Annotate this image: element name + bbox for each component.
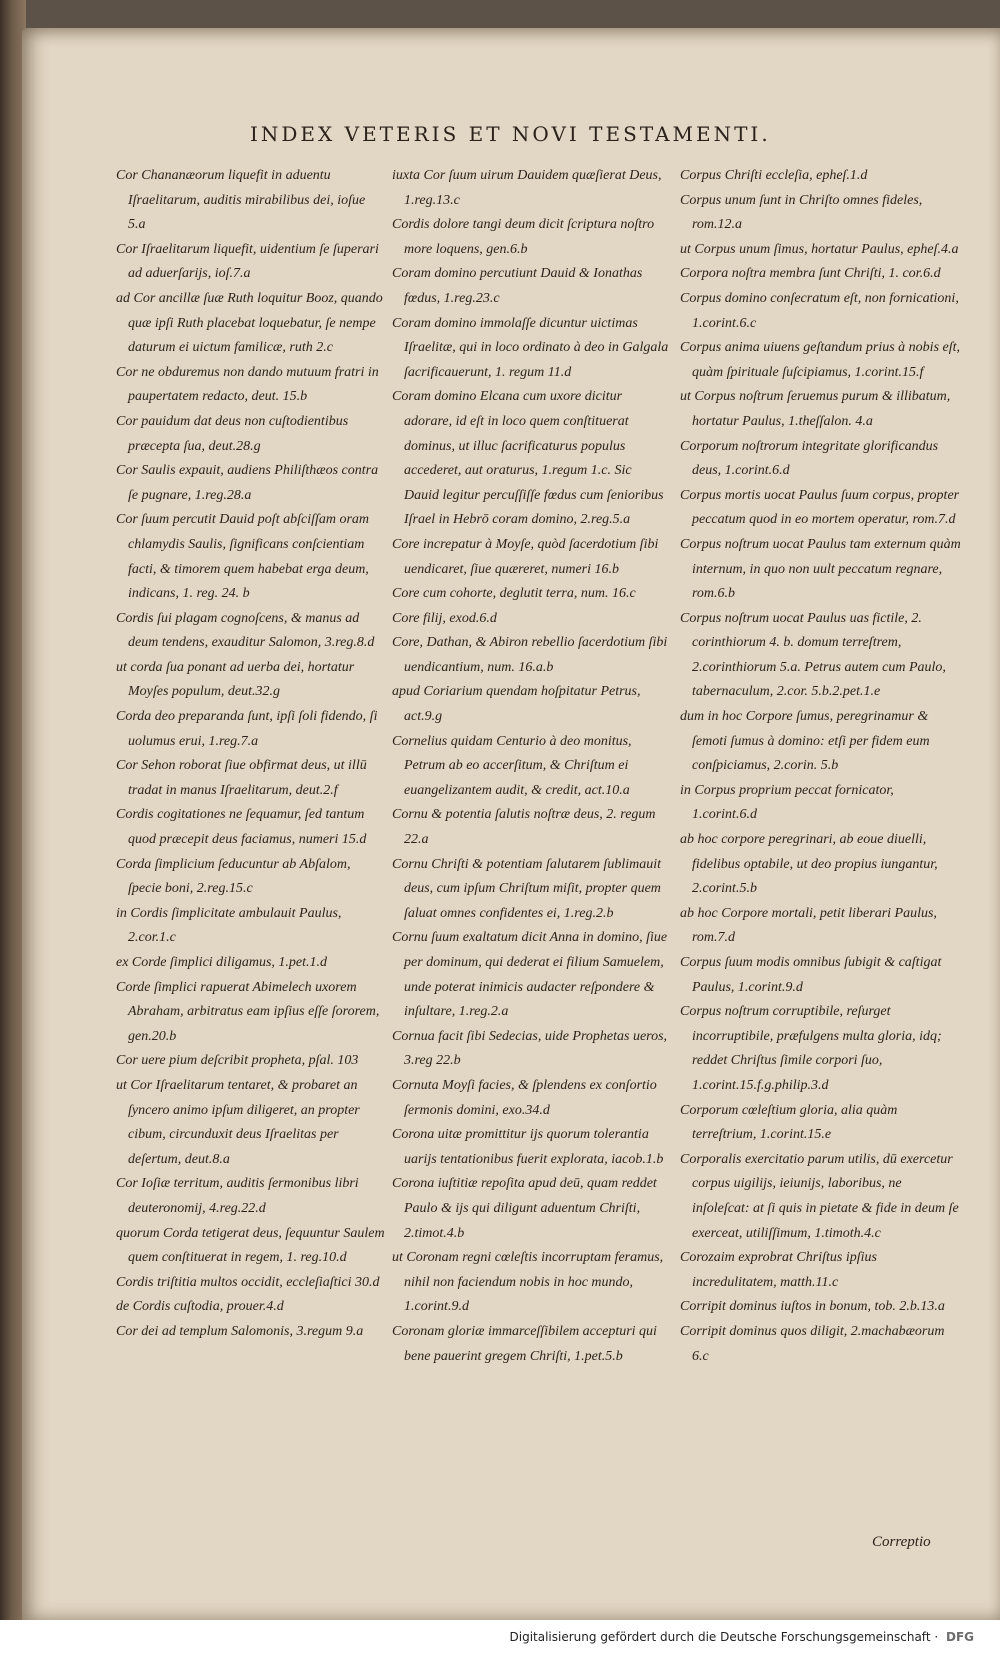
index-entry: Cor Iſraelitarum liquefit, uidentium ſe ſuperari ad aduerſarijs, ioſ.7.a xyxy=(116,241,379,282)
index-entry: Cornelius quidam Centurio à deo monitus, Petrum ab eo accerſitum, & Chriſtum ei euangelizantem audit, & credit, act.10.a xyxy=(392,733,632,798)
index-entry: Corporum noſtrorum integritate glorificandus deus, 1.corint.6.d xyxy=(680,438,939,479)
index-entry: Corpus unum ſunt in Chriſto omnes fideles, rom.12.a xyxy=(680,192,923,233)
footer-credit-text: Digitalisierung gefördert durch die Deutsche Forschungsgemeinschaft · xyxy=(509,1630,939,1644)
index-entry: Corpus noſtrum corruptibile, reſurget incorruptibile, præfulgens multa gloria, idq; reddet Chriſtus ſimile corpori ſuo, 1.corint.15.f.g.philip.3.d xyxy=(680,1004,942,1093)
index-entry: Core, Dathan, & Abiron rebellio ſacerdotium ſibi uendicantium, num. 16.a.b xyxy=(392,635,668,675)
index-entry: Cor Ioſiæ territum, auditis ſermonibus libri deuteronomij, 4.reg.22.d xyxy=(116,1176,359,1216)
index-entry: Corozaim exprobrat Chriſtus ipſius incredulitatem, matth.11.c xyxy=(680,1250,877,1290)
index-entry: Corona iuſtitiæ repoſita apud deū, quam reddet Paulo & ijs qui diligunt aduentum Chriſti, 2.timot.4.b xyxy=(392,1176,657,1241)
index-entry: Corpus ſuum modis omnibus ſubigit & caſtigat Paulus, 1.corint.9.d xyxy=(680,955,942,995)
index-entry: Corripit dominus iuſtos in bonum, tob. 2.b.13.a xyxy=(680,1299,945,1315)
index-entry: Cornu ſuum exaltatum dicit Anna in domino, ſiue per dominum, qui dederat ei filium Samuelem, unde poterat inimicis audacter reſpondere & inſultare, 1.reg.2.a xyxy=(392,930,668,1020)
index-column-3 xyxy=(680,164,962,1369)
index-entry: de Cordis cuſtodia, prouer.4.d xyxy=(116,1299,284,1315)
footer-credit xyxy=(510,1630,974,1644)
index-entry: Coram domino immolaſſe dicuntur uictimas Iſraelitæ, qui in loco ordinato à deo in Galgala ſacrificauerunt, 1. regum 11.d xyxy=(392,315,669,380)
index-entry: Corpus noſtrum uocat Paulus uas fictile, 2. corinthiorum 4. b. domum terreſtrem, 2.corinthiorum 5.a. Petrus autem cum Paulo, tabernaculum, 2.cor. 5.b.2.pet.1.e xyxy=(680,610,946,700)
index-entry: Corpus domino conſecratum eſt, non fornicationi, 1.corint.6.c xyxy=(680,290,959,331)
index-entry: Cor Chananæorum liquefit in aduentu Iſraelitarum, auditis mirabilibus dei, ioſue 5.a xyxy=(116,168,366,233)
index-entry: Corpus noſtrum uocat Paulus tam externum quàm internum, in quo non uult peccatum regnare, rom.6.b xyxy=(680,536,961,602)
index-entry: Cor Sehon roborat ſiue obfirmat deus, ut illū tradat in manus Iſraelitarum, deut.2.f xyxy=(116,758,367,798)
index-entry: Cordis dolore tangi deum dicit ſcriptura noſtro more loquens, gen.6.b xyxy=(392,217,655,257)
index-entry: iuxta Cor ſuum uirum Dauidem quæſierat Deus, 1.reg.13.c xyxy=(392,168,662,208)
index-entry: Cornu Chriſti & potentiam ſalutarem ſublimauit deus, cum ipſum Chriſtum miſit, propter quem ſaluat omnes confidentes ei, 1.reg.2.b xyxy=(392,856,661,921)
index-entry: Corpus Chriſti eccleſia, epheſ.1.d xyxy=(680,168,868,183)
index-entry: ab hoc Corpore mortali, petit liberari Paulus, rom.7.d xyxy=(680,905,937,946)
index-column-1 xyxy=(116,164,386,1345)
index-entry: Corpora noſtra membra ſunt Chriſti, 1. cor.6.d xyxy=(680,266,941,282)
index-entry: ut Cor Iſraelitarum tentaret, & probaret an ſyncero animo ipſum diligeret, an propter cibum, circunduxit deus Iſraelitas per deſertum, deut.8.a xyxy=(116,1077,360,1167)
index-entry: Cor pauidum dat deus non cuſtodientibus præcepta ſua, deut.28.g xyxy=(116,413,349,454)
index-entry: Coronam gloriæ immarceſſibilem accepturi qui bene pauerint gregem Chriſti, 1.pet.5.b xyxy=(392,1323,657,1364)
dfg-logo-icon: DFG xyxy=(945,1630,974,1644)
index-entry: in Corpus proprium peccat fornicator, 1.corint.6.d xyxy=(680,782,894,823)
index-entry: Corda ſimplicium ſeducuntur ab Abſalom, ſpecie boni, 2.reg.15.c xyxy=(116,856,351,897)
index-entry: Corporum cœleſtium gloria, alia quàm terreſtrium, 1.corint.15.e xyxy=(680,1102,898,1143)
index-entry: Coram domino percutiunt Dauid & Ionathas fœdus, 1.reg.23.c xyxy=(392,266,643,306)
index-entry: Corona uitæ promittitur ijs quorum tolerantia uarijs tentationibus fuerit explorata, iacob.1.b xyxy=(392,1127,664,1167)
footer-bar xyxy=(0,1620,1000,1654)
page-header: INDEX VETERIS ET NOVI TESTAMENTI. xyxy=(250,122,771,146)
index-entry: Cornuta Moyſi facies, & ſplendens ex conſortio ſermonis domini, exo.34.d xyxy=(392,1077,657,1118)
index-entry: Cordis cogitationes ne ſequamur, ſed tantum quod præcepit deus faciamus, numeri 15.d xyxy=(116,807,367,848)
index-entry: Core increpatur à Moyſe, quòd ſacerdotium ſibi uendicaret, ſiue quæreret, numeri 16.b xyxy=(392,536,659,577)
index-entry: apud Coriarium quendam hoſpitatur Petrus, act.9.g xyxy=(392,684,641,725)
index-entry: Cordis triſtitia multos occidit, eccleſiaſtici 30.d xyxy=(116,1274,380,1290)
index-entry: Cor dei ad templum Salomonis, 3.regum 9.a xyxy=(116,1323,364,1339)
index-entry: Coram domino Elcana cum uxore dicitur adorare, id eſt in loco quem conſtituerat dominus, ut illuc ſacrificaturus populus accederet, aut oraturus, 1.regum 1.c. Sic Dauid legitur percuſſiſſe fœdus cum ſenioribus Iſrael in Hebrō coram domino, 2.reg.5.a xyxy=(392,389,664,528)
index-entry: ut Corpus unum ſimus, hortatur Paulus, epheſ.4.a xyxy=(680,241,959,257)
index-entry: Cor Saulis expauit, audiens Philiſthæos contra ſe pugnare, 1.reg.28.a xyxy=(116,463,379,503)
index-entry: Corporalis exercitatio parum utilis, dū exercetur corpus uigilijs, ieiunijs, laboribus, ne inſoleſcat: at ſi quis in pietate & fide in deum ſe exerceat, utiliſſimum, 1.timoth.4.c xyxy=(680,1151,959,1241)
index-entry: Cor uere pium deſcribit propheta, pſal. 103 xyxy=(116,1053,359,1069)
catchword: Correptio xyxy=(872,1534,931,1550)
index-entry: ad Cor ancillæ ſuæ Ruth loquitur Booz, quando quæ ipſi Ruth placebat loquebatur, ſe nempe daturum ei uictum familicæ, ruth 2.c xyxy=(116,290,383,356)
index-entry: Cordis ſui plagam cognoſcens, & manus ad deum tendens, exauditur Salomon, 3.reg.8.d xyxy=(116,610,375,651)
index-entry: Corda deo preparanda ſunt, ipſi ſoli fidendo, ſi uolumus erui, 1.reg.7.a xyxy=(116,709,378,749)
index-entry: Cornua facit ſibi Sedecias, uide Prophetas ueros, 3.reg 22.b xyxy=(392,1028,668,1069)
index-entry: Cornu & potentia ſalutis noſtræ deus, 2. regum 22.a xyxy=(392,807,656,848)
index-entry: Corpus mortis uocat Paulus ſuum corpus, propter peccatum quod in eo mortem operatur, rom.7.d xyxy=(680,487,960,528)
index-entry: Core cum cohorte, deglutit terra, num. 16.c xyxy=(392,586,636,602)
index-entry: quorum Corda tetigerat deus, ſequuntur Saulem quem conſtituerat in regem, 1. reg.10.d xyxy=(116,1225,385,1266)
index-entry: Corripit dominus quos diligit, 2.machabæorum 6.c xyxy=(680,1323,945,1364)
index-entry: ab hoc corpore peregrinari, ab eoue diuelli, fidelibus optabile, ut deo propius iungantur, 2.corint.5.b xyxy=(680,832,938,897)
index-entry: in Cordis ſimplicitate ambulauit Paulus, 2.cor.1.c xyxy=(116,905,342,946)
index-entry: Core filij, exod.6.d xyxy=(392,610,497,626)
index-entry: ut Coronam regni cœleſtis incorruptam feramus, nihil non faciendum nobis in hoc mundo, 1.corint.9.d xyxy=(392,1250,664,1315)
index-entry: Corde ſimplici rapuerat Abimelech uxorem Abraham, arbitratus eam ipſius eſſe ſororem, gen.20.b xyxy=(116,979,380,1044)
index-entry: Cor ne obduremus non dando mutuum fratri in paupertatem redacto, deut. 15.b xyxy=(116,364,379,405)
index-entry: Corpus anima uiuens geſtandum prius à nobis eſt, quàm ſpirituale ſuſcipiamus, 1.corint.15.f xyxy=(680,340,961,380)
index-entry: ex Corde ſimplici diligamus, 1.pet.1.d xyxy=(116,955,328,970)
index-entry: ut corda ſua ponant ad uerba dei, hortatur Moyſes populum, deut.32.g xyxy=(116,659,355,700)
index-entry: dum in hoc Corpore ſumus, peregrinamur & ſemoti ſumus à domino: etſi per fidem eum conſpiciamus, 2.corin. 5.b xyxy=(680,709,930,774)
index-entry: ut Corpus noſtrum ſeruemus purum & illibatum, hortatur Paulus, 1.theſſalon. 4.a xyxy=(680,389,951,429)
index-column-2 xyxy=(392,164,670,1369)
index-entry: Cor ſuum percutit Dauid poſt abſciſſam oram chlamydis Saulis, ſignificans conſcientiam facti, & timorem quem habebat erga deum, indicans, 1. reg. 24. b xyxy=(116,512,370,602)
